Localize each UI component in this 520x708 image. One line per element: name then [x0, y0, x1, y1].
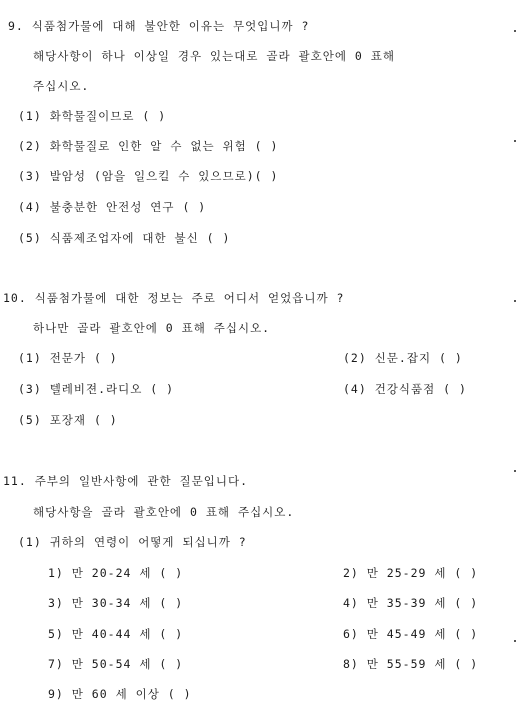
q11-sub-question-age: (1) 귀하의 연령이 어떻게 되십니까 ?	[18, 535, 247, 549]
q11-age-option-8[interactable]: 8) 만 55-59 세 ( )	[343, 657, 479, 671]
scan-artifact	[514, 300, 516, 302]
q11-age-option-9[interactable]: 9) 만 60 세 이상 ( )	[48, 687, 192, 701]
q10-option-3[interactable]: (3) 텔레비젼.라디오 ( )	[18, 382, 175, 396]
q11-age-option-1[interactable]: 1) 만 20-24 세 ( )	[48, 566, 184, 580]
scan-artifact	[514, 30, 516, 32]
scan-artifact	[514, 640, 516, 642]
q10-option-5[interactable]: (5) 포장재 ( )	[18, 413, 118, 427]
q11-age-option-4[interactable]: 4) 만 35-39 세 ( )	[343, 596, 479, 610]
question-11-instruction: 해당사항을 골라 괄호안에 0 표해 주십시오.	[33, 505, 295, 519]
q10-option-2[interactable]: (2) 신문.잡지 ( )	[343, 351, 463, 365]
q10-option-4[interactable]: (4) 건강식품점 ( )	[343, 382, 467, 396]
q9-option-3[interactable]: (3) 발암성 (암을 일으킬 수 있으므로)( )	[18, 169, 279, 183]
q10-option-1[interactable]: (1) 전문가 ( )	[18, 351, 118, 365]
question-9-title: 9. 식품첨가물에 대해 불안한 이유는 무엇입니까 ?	[8, 19, 310, 33]
q9-option-4[interactable]: (4) 불충분한 안전성 연구 ( )	[18, 200, 207, 214]
question-9-instruction: 해당사항이 하나 이상일 경우 있는대로 골라 괄호안에 0 표해	[33, 49, 395, 63]
question-10-title: 10. 식품첨가물에 대한 정보는 주로 어디서 얻었읍니까 ?	[3, 291, 345, 305]
q11-age-option-2[interactable]: 2) 만 25-29 세 ( )	[343, 566, 479, 580]
q9-option-2[interactable]: (2) 화학물질로 인한 알 수 없는 위험 ( )	[18, 139, 279, 153]
question-9-instruction-cont: 주십시오.	[33, 79, 90, 93]
q11-age-option-7[interactable]: 7) 만 50-54 세 ( )	[48, 657, 184, 671]
q9-option-5[interactable]: (5) 식품제조업자에 대한 불신 ( )	[18, 231, 231, 245]
question-11-title: 11. 주부의 일반사항에 관한 질문입니다.	[3, 474, 249, 488]
q11-age-option-3[interactable]: 3) 만 30-34 세 ( )	[48, 596, 184, 610]
scan-artifact	[514, 470, 516, 472]
q11-age-option-6[interactable]: 6) 만 45-49 세 ( )	[343, 627, 479, 641]
scan-artifact	[514, 140, 516, 142]
question-10-instruction: 하나만 골라 괄호안에 0 표해 주십시오.	[33, 321, 271, 335]
q9-option-1[interactable]: (1) 화학물질이므로 ( )	[18, 109, 167, 123]
q11-age-option-5[interactable]: 5) 만 40-44 세 ( )	[48, 627, 184, 641]
